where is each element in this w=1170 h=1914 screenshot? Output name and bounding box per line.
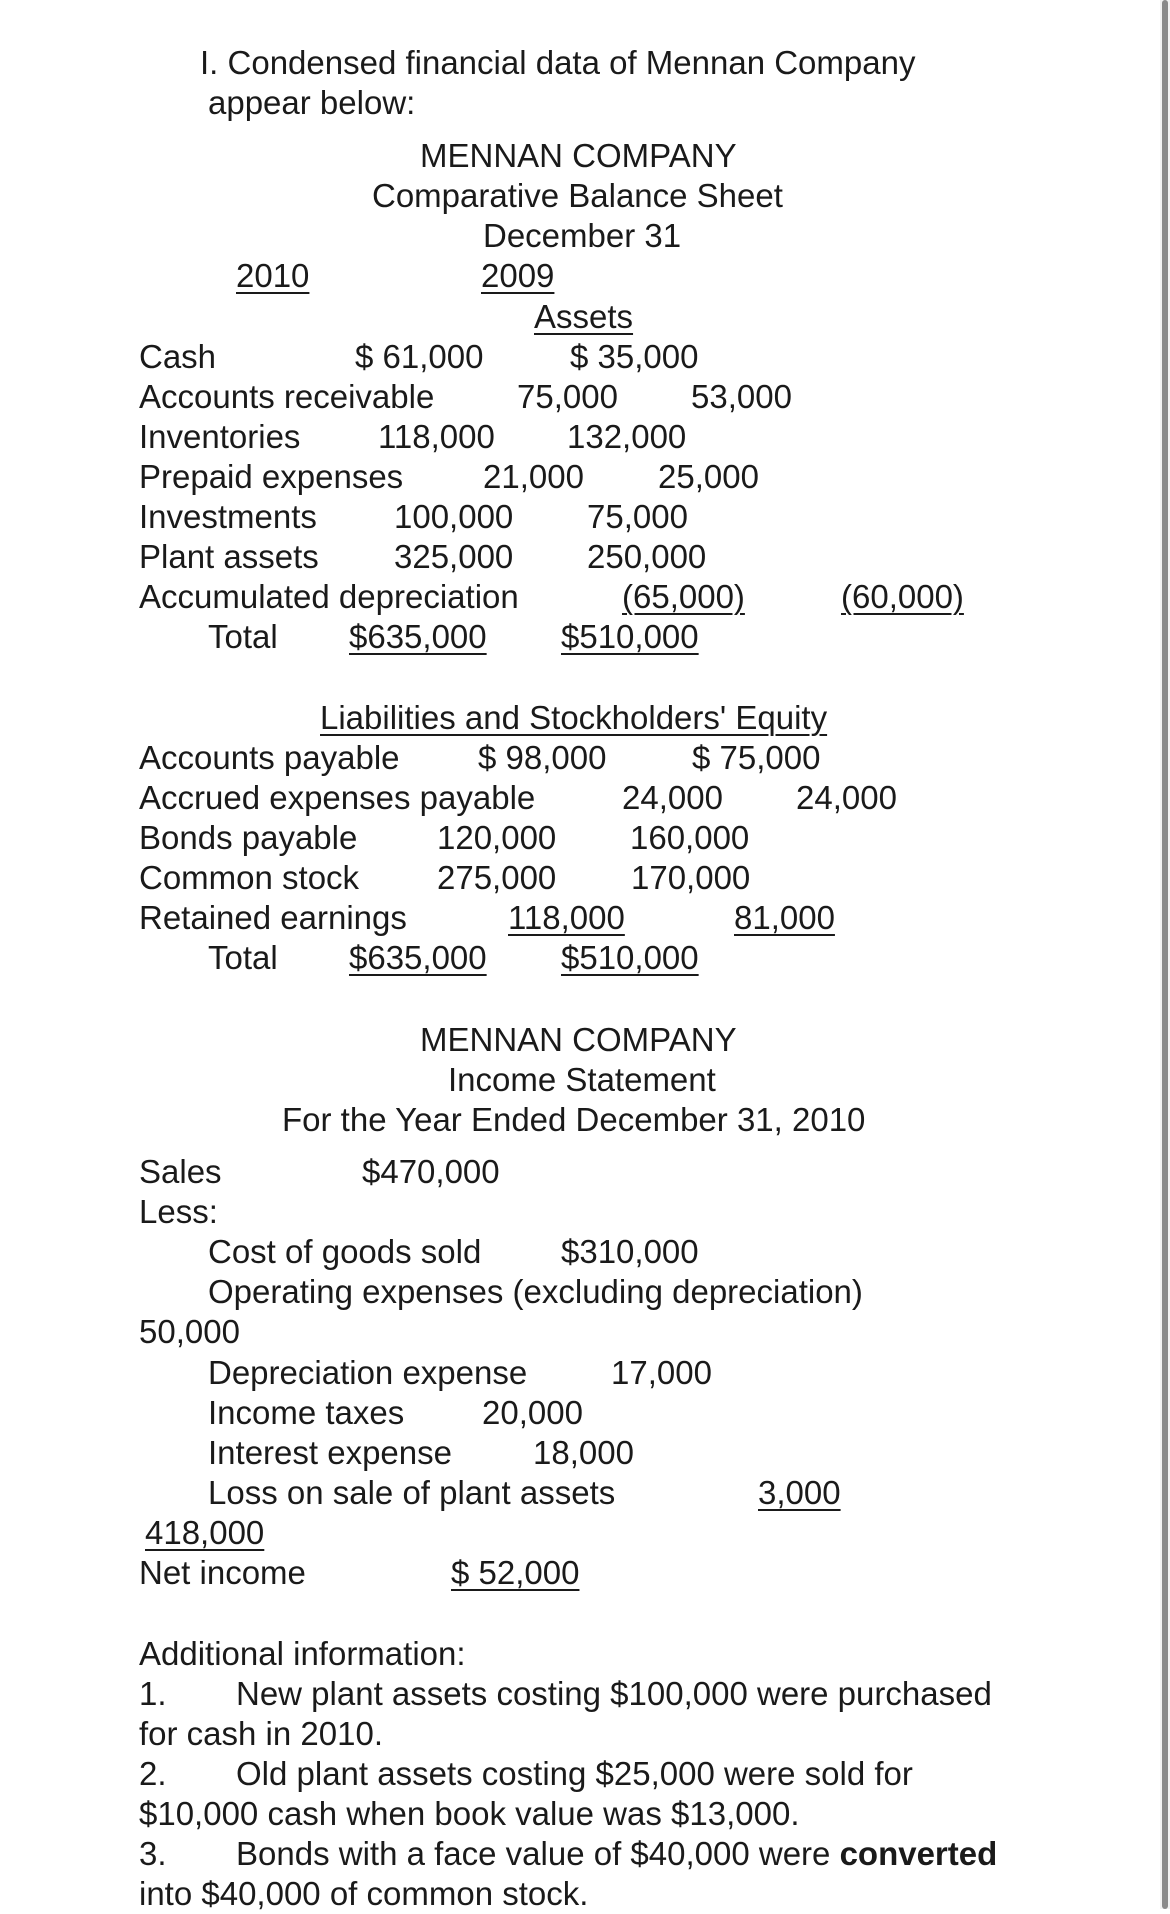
- asset-label-receivables: Accounts receivable: [139, 378, 435, 415]
- asset-2009-investments: 75,000: [587, 498, 688, 535]
- intro-line-1: I. Condensed financial data of Mennan Company: [200, 44, 916, 81]
- asset-2009-prepaid: 25,000: [658, 458, 759, 495]
- liab-total-2009: $510,000: [561, 939, 699, 976]
- asset-2009-inventories: 132,000: [567, 418, 687, 455]
- is-company-name: MENNAN COMPANY: [420, 1021, 737, 1058]
- liab-2009-common-stock: 170,000: [631, 859, 751, 896]
- additional-item-1-line-1: New plant assets costing $100,000 were purchased: [236, 1675, 992, 1712]
- asset-label-plant: Plant assets: [139, 538, 319, 575]
- asset-2010-plant: 325,000: [394, 538, 514, 575]
- liab-2010-common-stock: 275,000: [437, 859, 557, 896]
- bs-date: December 31: [483, 217, 682, 254]
- assets-heading: Assets: [534, 298, 634, 335]
- liab-2010-retained: 118,000: [508, 899, 625, 936]
- is-net-income-label: Net income: [139, 1554, 306, 1591]
- liab-label-common-stock: Common stock: [139, 859, 360, 896]
- additional-item-3-number: 3.: [139, 1835, 167, 1872]
- liab-total-label: Total: [208, 939, 278, 976]
- is-sales-value: $470,000: [362, 1153, 500, 1190]
- assets-total-2009: $510,000: [561, 618, 699, 655]
- additional-item-1-number: 1.: [139, 1675, 167, 1712]
- is-interest-label: Interest expense: [208, 1434, 452, 1471]
- additional-item-2-number: 2.: [139, 1755, 167, 1792]
- liab-label-accrued: Accrued expenses payable: [139, 779, 536, 816]
- additional-item-1-line-2: for cash in 2010.: [139, 1715, 383, 1752]
- scrollbar-thumb[interactable]: [1162, 0, 1168, 1909]
- liab-label-retained: Retained earnings: [139, 899, 407, 936]
- intro-line-2: appear below:: [208, 84, 416, 121]
- asset-label-inventories: Inventories: [139, 418, 301, 455]
- liab-label-accounts-payable: Accounts payable: [139, 739, 400, 776]
- asset-label-accum-dep: Accumulated depreciation: [139, 578, 519, 615]
- is-period: For the Year Ended December 31, 2010: [282, 1101, 866, 1138]
- asset-label-investments: Investments: [139, 498, 317, 535]
- liab-total-2010: $635,000: [349, 939, 487, 976]
- is-cogs-label: Cost of goods sold: [208, 1233, 482, 1270]
- is-opex-value: 50,000: [139, 1313, 240, 1350]
- bs-col-2009: 2009: [481, 257, 555, 294]
- liab-2010-bonds: 120,000: [437, 819, 557, 856]
- liab-2010-accounts-payable: $ 98,000: [478, 739, 607, 776]
- asset-2009-plant: 250,000: [587, 538, 707, 575]
- additional-item-3-line-2: into $40,000 of common stock.: [139, 1875, 589, 1912]
- asset-label-cash: Cash: [139, 338, 217, 375]
- asset-2010-prepaid: 21,000: [483, 458, 584, 495]
- is-loss-value: 3,000: [758, 1474, 841, 1511]
- additional-item-3-bold-word: converted: [839, 1835, 998, 1872]
- is-sales-label: Sales: [139, 1153, 222, 1190]
- is-less-label: Less:: [139, 1193, 218, 1230]
- liab-2009-retained: 81,000: [734, 899, 835, 936]
- is-loss-label: Loss on sale of plant assets: [208, 1474, 616, 1511]
- assets-total-2010: $635,000: [349, 618, 487, 655]
- asset-label-prepaid: Prepaid expenses: [139, 458, 404, 495]
- asset-2009-receivables: 53,000: [691, 378, 792, 415]
- is-interest-value: 18,000: [533, 1434, 634, 1471]
- asset-2010-inventories: 118,000: [378, 418, 495, 455]
- asset-2010-receivables: 75,000: [517, 378, 618, 415]
- is-title: Income Statement: [448, 1061, 716, 1098]
- asset-2010-accum-dep: (65,000): [622, 578, 745, 615]
- liab-2009-accrued: 24,000: [796, 779, 897, 816]
- additional-item-3-line-1-text: Bonds with a face value of $40,000 were: [236, 1835, 840, 1872]
- liabilities-heading: Liabilities and Stockholders' Equity: [320, 699, 828, 736]
- liab-2010-accrued: 24,000: [622, 779, 723, 816]
- asset-2010-cash: $ 61,000: [355, 338, 484, 375]
- liab-2009-bonds: 160,000: [630, 819, 750, 856]
- asset-2010-investments: 100,000: [394, 498, 514, 535]
- assets-total-label: Total: [208, 618, 278, 655]
- asset-2009-accum-dep: (60,000): [841, 578, 964, 615]
- additional-item-2-line-2: $10,000 cash when book value was $13,000.: [139, 1795, 800, 1832]
- liab-label-bonds: Bonds payable: [139, 819, 358, 856]
- liab-2009-accounts-payable: $ 75,000: [692, 739, 821, 776]
- asset-2009-cash: $ 35,000: [570, 338, 699, 375]
- is-net-income-value: $ 52,000: [451, 1554, 580, 1591]
- is-cogs-value: $310,000: [561, 1233, 699, 1270]
- is-tax-label: Income taxes: [208, 1394, 405, 1431]
- bs-col-2010: 2010: [236, 257, 310, 294]
- bs-company-name: MENNAN COMPANY: [420, 137, 737, 174]
- is-dep-label: Depreciation expense: [208, 1354, 528, 1391]
- is-opex-label: Operating expenses (excluding depreciation): [208, 1273, 863, 1310]
- is-total-expenses: 418,000: [145, 1514, 265, 1551]
- vertical-scrollbar[interactable]: [1160, 0, 1170, 1909]
- additional-item-3-line-1: [236, 1834, 997, 1874]
- is-tax-value: 20,000: [482, 1394, 583, 1431]
- additional-item-2-line-1: Old plant assets costing $25,000 were sold for: [236, 1755, 913, 1792]
- is-dep-value: 17,000: [611, 1354, 712, 1391]
- additional-heading: Additional information:: [139, 1635, 466, 1672]
- bs-title: Comparative Balance Sheet: [372, 177, 783, 214]
